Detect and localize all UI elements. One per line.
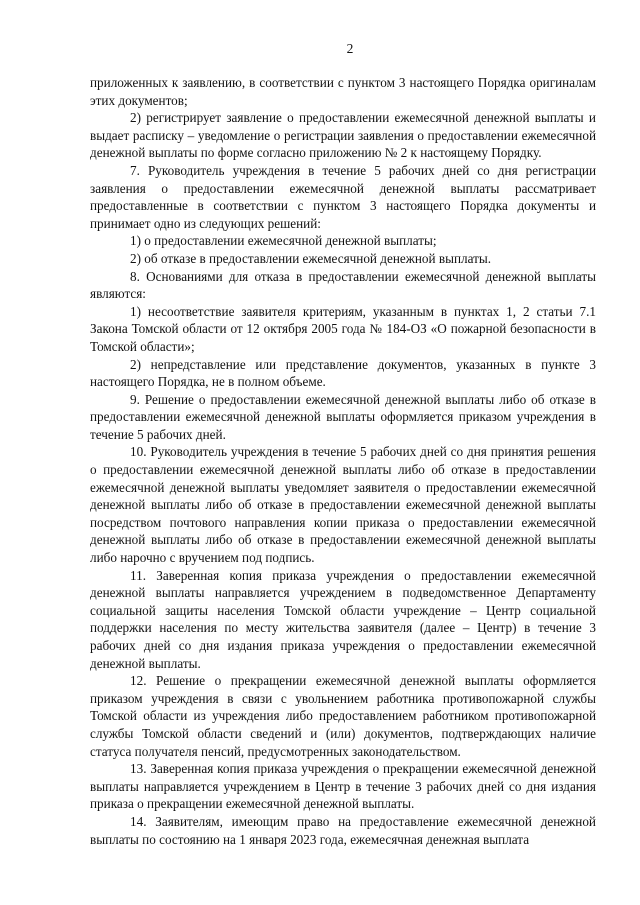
paragraph-11: 11. Заверенная копия приказа учреждения о предоставлении ежемесячной денежной выплаты направляется учреждением в подведомственное Департаменту социальной защиты населения Томской области учреждение – Центр социальной поддержки населения по месту жительства заявителя (далее – Центр) в течение 3 рабочих дней со дня издания приказа учреждения о предоставлении ежемесячной денежной выплаты. bbox=[90, 567, 596, 671]
paragraph-9: 9. Решение о предоставлении ежемесячной денежной выплаты либо об отказе в предоставлении ежемесячной денежной выплаты оформляется приказом учреждения в течение 5 рабочих дней. bbox=[90, 391, 596, 442]
paragraph-item-6-2: 2) регистрирует заявление о предоставлении ежемесячной денежной выплаты и выдает расписку – уведомление о регистрации заявления о предоставлении ежемесячной денежной выплаты по форме согласно приложению № 2 к настоящему Порядку. bbox=[90, 110, 596, 161]
paragraph-14: 14. Заявителям, имеющим право на предоставление ежемесячной денежной выплаты по состоянию на 1 января 2023 года, ежемесячная денежная выплата bbox=[90, 813, 596, 847]
paragraph-7-1: 1) о предоставлении ежемесячной денежной выплаты; bbox=[130, 233, 437, 249]
paragraph-13: 13. Заверенная копия приказа учреждения о прекращении ежемесячной денежной выплаты направляется учреждением в Центр в течение 3 рабочих дней со дня издания приказа о прекращении ежемесячной денежной выплаты. bbox=[90, 761, 596, 812]
page-number: 2 bbox=[346, 41, 354, 56]
paragraph-12: 12. Решение о прекращении ежемесячной денежной выплаты оформляется приказом учреждения в связи с увольнением работника противопожарной службы Томской области из учреждения либо предоставлением работником противопожарной службы Томской области сведений и (или) документов, подтверждающих наличие статуса получателя пенсий, предусмотренных законодательством. bbox=[90, 673, 596, 759]
paragraph-10: 10. Руководитель учреждения в течение 5 рабочих дней со дня принятия решения о предоставлении ежемесячной денежной выплаты либо об отказе в предоставлении ежемесячной денежной выплаты уведомляет заявителя о предоставлении ежемесячной денежной выплаты либо об отказе в предоставлении ежемесячной денежной выплаты посредством почтового направления копии приказа о предоставлении ежемесячной денежной выплаты либо об отказе в предоставлении ежемесячной денежной выплаты либо нарочно с вручением под подпись. bbox=[90, 444, 596, 566]
paragraph-8-1: 1) несоответствие заявителя критериям, указанным в пунктах 1, 2 статьи 7.1 Закона Томской области от 12 октября 2005 года № 184-ОЗ «О пожарной безопасности в Томской области»; bbox=[90, 303, 596, 354]
paragraph-continuation: приложенных к заявлению, в соответствии с пунктом 3 настоящего Порядка оригиналам этих документов; bbox=[90, 75, 596, 108]
paragraph-7: 7. Руководитель учреждения в течение 5 рабочих дней со дня регистрации заявления о предоставлении ежемесячной денежной выплаты рассматривает предоставленные в соответствии с пунктом 3 настоящего Порядка документы и принимает одно из следующих решений: bbox=[90, 162, 596, 231]
paragraph-8-2: 2) непредставление или представление документов, указанных в пункте 3 настоящего Порядка, не в полном объеме. bbox=[90, 356, 596, 390]
paragraph-8: 8. Основаниями для отказа в предоставлении ежемесячной денежной выплаты являются: bbox=[90, 268, 596, 302]
paragraph-7-2: 2) об отказе в предоставлении ежемесячной денежной выплаты. bbox=[130, 250, 492, 266]
